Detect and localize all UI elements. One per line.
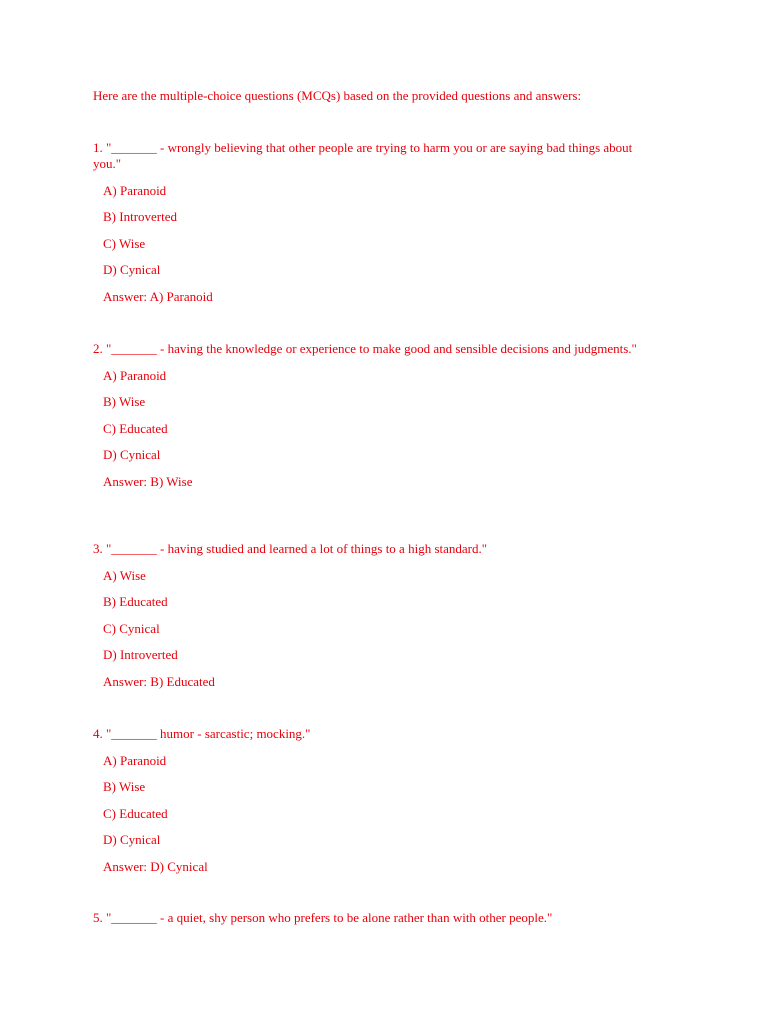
option-c: C) Cynical xyxy=(103,620,160,636)
option-a: A) Paranoid xyxy=(103,752,167,768)
options-list xyxy=(93,183,653,279)
question-prompt: 3. "_______ - having studied and learned a lot of things to a high standard." xyxy=(93,541,488,556)
option-c: C) Wise xyxy=(103,235,146,251)
options-list xyxy=(93,568,653,664)
answer-text: Answer: B) Wise xyxy=(103,473,193,489)
answer-text: Answer: D) Cynical xyxy=(103,858,208,874)
option-b: B) Educated xyxy=(103,594,168,609)
question-2 xyxy=(93,341,653,490)
option-d: D) Introverted xyxy=(103,647,178,662)
question-prompt: 1. "_______ - wrongly believing that other people are trying to harm you or are saying bad things about you." xyxy=(93,140,633,171)
question-prompt: 5. "_______ - a quiet, shy person who prefers to be alone rather than with other people." xyxy=(93,910,553,925)
option-d: D) Cynical xyxy=(103,832,161,847)
answer-text: Answer: B) Educated xyxy=(103,673,215,689)
option-b: B) Wise xyxy=(103,779,146,794)
question-4 xyxy=(93,726,653,875)
option-d: D) Cynical xyxy=(103,262,161,277)
option-a: A) Paranoid xyxy=(103,367,167,383)
option-c: C) Educated xyxy=(103,420,168,436)
intro-text: Here are the multiple-choice questions (MCQs) based on the provided questions and answers: xyxy=(93,88,582,103)
options-list xyxy=(93,368,653,464)
option-a: A) Wise xyxy=(103,567,146,583)
question-prompt: 2. "_______ - having the knowledge or experience to make good and sensible decisions and judgments." xyxy=(93,341,637,356)
options-list xyxy=(93,753,653,849)
option-d: D) Cynical xyxy=(103,447,161,462)
option-b: B) Wise xyxy=(103,394,146,409)
question-5 xyxy=(93,910,653,926)
option-c: C) Educated xyxy=(103,805,168,821)
option-a: A) Paranoid xyxy=(103,182,167,198)
answer-text: Answer: A) Paranoid xyxy=(103,288,213,304)
question-1 xyxy=(93,140,653,305)
question-3 xyxy=(93,541,653,690)
question-prompt: 4. "_______ humor - sarcastic; mocking." xyxy=(93,726,311,741)
option-b: B) Introverted xyxy=(103,209,178,224)
